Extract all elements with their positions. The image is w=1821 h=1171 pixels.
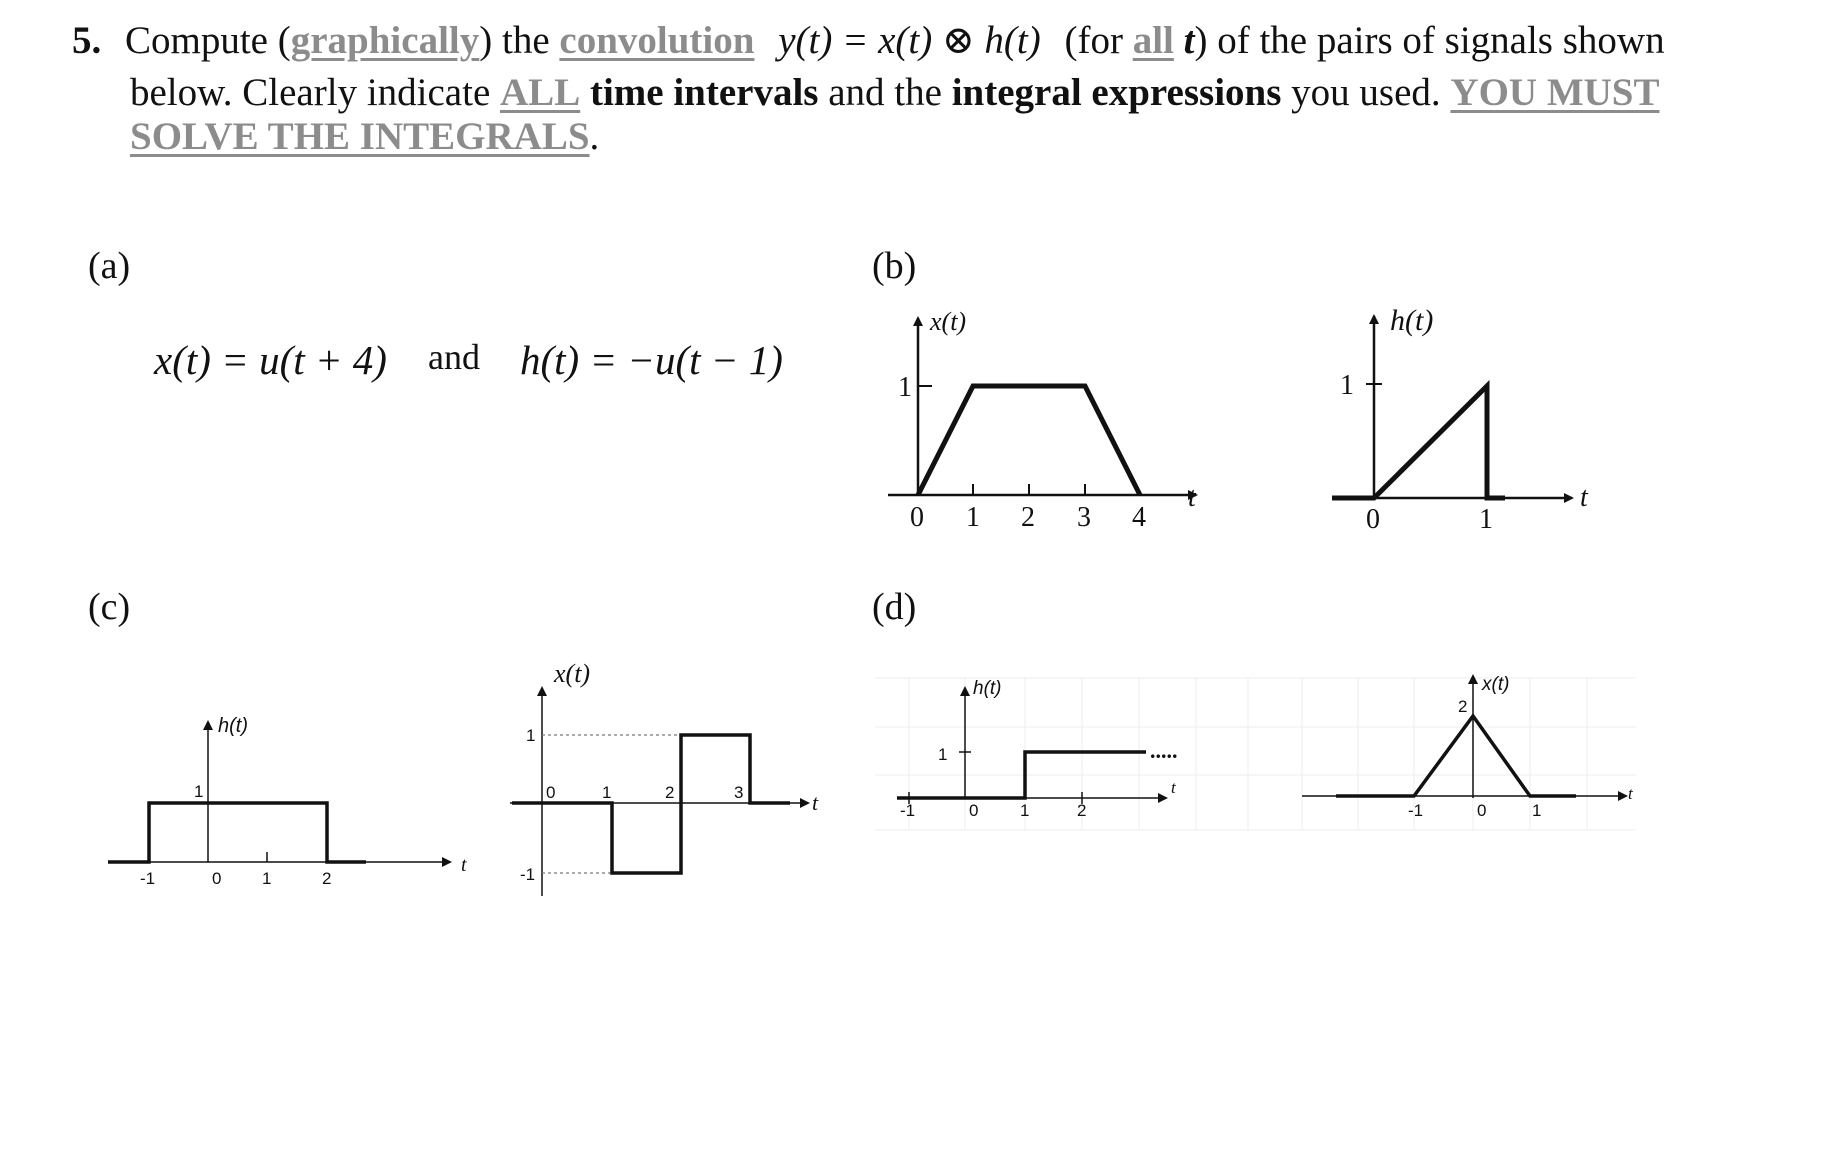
part-c-h-tick-neg1: -1 [140,869,156,888]
word-convolution: convolution [559,19,755,62]
part-b-h-axis-label: t [1580,482,1588,513]
part-c-x-graph [510,659,819,896]
part-c-h-tick-0: 0 [212,869,222,888]
part-b-h-ramp [1332,386,1505,498]
part-c-label: (c) [88,586,131,628]
word-graphically: graphically [290,19,480,62]
part-d-h-continues: ..... [1150,738,1178,763]
part-c-h-pulse [108,803,366,862]
part-d-h-ytick-1: 1 [938,745,948,764]
part-c-x-axis-label: t [812,790,819,815]
text-the: ) the [479,19,560,62]
part-d-x-tick-0: 0 [1477,801,1487,820]
part-a-and: and [428,337,480,377]
part-b-h-tick-0: 0 [1366,504,1380,535]
problem-number: 5. [72,19,102,62]
part-b-h-tick-1: 1 [1479,504,1493,535]
part-b-x-tick-3: 3 [1077,502,1091,533]
part-d-h-tick-2: 2 [1077,801,1087,820]
part-c-h-tick-2: 2 [322,869,332,888]
word-all: all [1132,19,1174,62]
part-c-x-tick-3: 3 [734,783,744,802]
part-b-x-title: x(t) [930,307,967,336]
text-and-the: and the [818,71,952,114]
part-d-x-tick-1: 1 [1532,801,1542,820]
part-b-label: (b) [872,245,917,287]
part-d-label: (d) [872,586,917,628]
part-d-x-title: x(t) [1482,674,1510,695]
word-ALL: ALL [500,71,581,114]
part-b-h-graph [1332,304,1589,535]
part-b-x-tick-4: 4 [1132,502,1146,533]
part-c-h-title: h(t) [218,715,248,737]
part-c-x-title: x(t) [554,659,591,688]
part-d-h-tick-neg1: -1 [900,801,916,820]
text-compute: Compute ( [125,19,291,62]
part-b-x-trapezoid [918,386,1140,495]
part-c-h-tick-1: 1 [262,869,272,888]
part-d-x-axis-label: t [1628,784,1633,803]
part-b-x-axis-label: t [1188,482,1196,513]
word-solve-integrals: SOLVE THE INTEGRALS [130,115,590,158]
convolution-formula: y(t) = x(t) ⊗ h(t) [778,19,1041,62]
part-a-h-equation: h(t) = −u(t − 1) [520,337,783,383]
part-b-x-ytick-1: 1 [898,372,912,403]
part-c-x-tick-2: 2 [665,783,675,802]
text-pairs: ) of the pairs of signals shown [1194,19,1665,62]
part-b-x-tick-1: 1 [966,502,980,533]
part-c-x-ytick-pos: 1 [526,726,536,745]
part-d-h-graph [897,678,1178,820]
part-b-x-tick-0: 0 [910,502,924,533]
part-b-h-ytick-1: 1 [1340,370,1354,401]
part-c-h-axis-label: t [461,854,467,876]
text-for: (for [1064,19,1133,62]
part-a-x-equation: x(t) = u(t + 4) [154,337,387,383]
part-d-h-title: h(t) [973,678,1002,699]
part-a-label: (a) [88,245,131,287]
part-b-x-tick-2: 2 [1021,502,1035,533]
part-d-h-tick-1: 1 [1020,801,1030,820]
part-c-x-ytick-neg: -1 [520,865,536,884]
part-c-x-signal [512,735,790,873]
part-b-x-graph [888,307,1197,533]
part-d-x-tick-neg1: -1 [1408,801,1424,820]
part-c-h-ytick-1: 1 [194,782,204,801]
text-period: . [589,115,600,158]
part-c-x-tick-1: 1 [602,783,612,802]
part-d-x-graph [1302,674,1634,820]
text-you-used: you used. [1281,71,1451,114]
part-d-x-ytick-2: 2 [1458,697,1468,716]
part-d-x-triangle [1336,716,1576,796]
text-below: below. Clearly indicate [130,71,501,114]
part-d-h-axis-label: t [1171,778,1176,797]
bold-t: t [1183,19,1195,62]
integral-expressions: integral expressions [951,71,1282,114]
part-c-x-tick-0: 0 [546,783,556,802]
time-intervals: time intervals [589,71,819,114]
part-b-h-title: h(t) [1390,304,1434,337]
part-d-h-tick-0: 0 [969,801,979,820]
part-c-h-graph [108,715,467,888]
word-you-must: YOU MUST [1450,71,1660,114]
part-d-grid [875,678,1636,830]
